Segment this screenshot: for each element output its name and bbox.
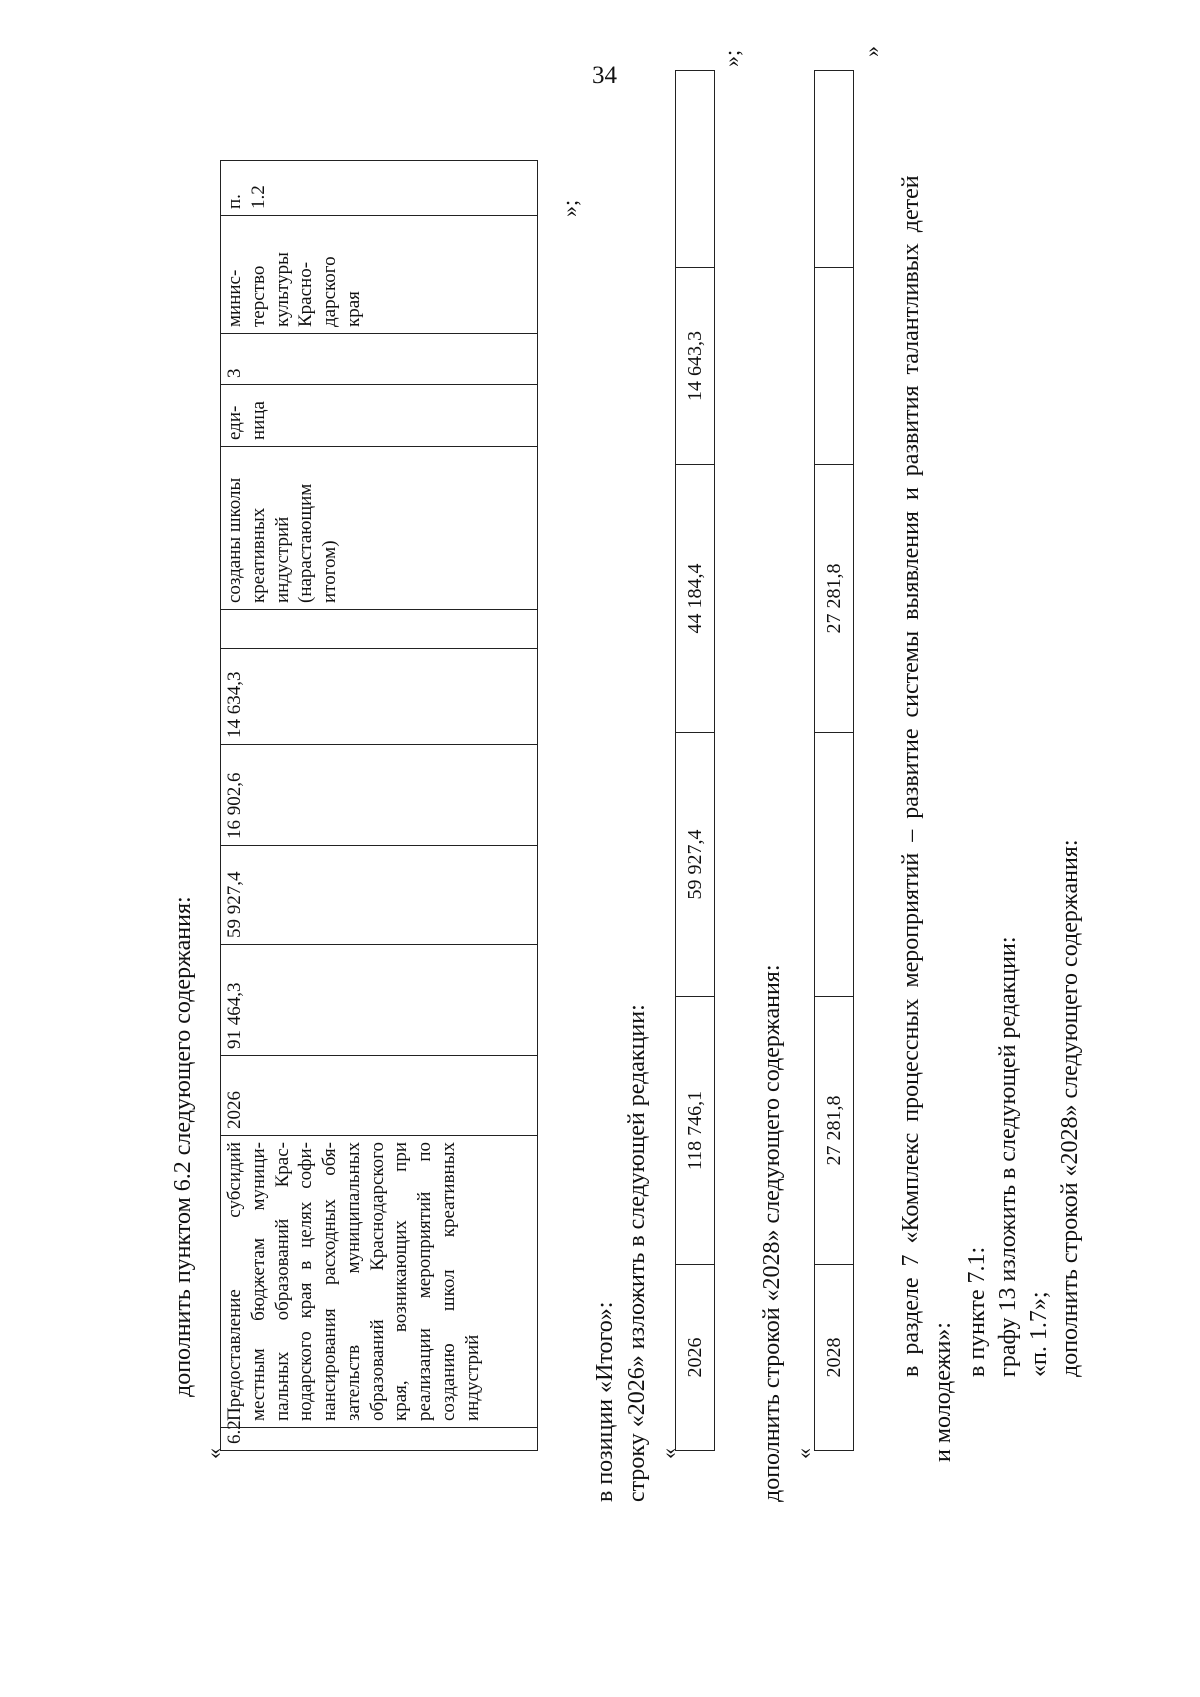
section7-line2: и молодежи»: (930, 1322, 956, 1462)
table-cell: 118 746,1 (676, 997, 715, 1265)
table-cell: 16 902,6 (221, 745, 538, 846)
para-row-2026: строку «2026» изложить в следующей редакции: (624, 1004, 650, 1502)
table-cell: 3 (221, 334, 538, 385)
table-cell (815, 733, 854, 997)
row-2026-table (675, 70, 715, 1451)
para-7-1: в пункте 7.1: (964, 1246, 990, 1377)
intro-text: дополнить пунктом 6.2 следующего содержания: (170, 896, 196, 1397)
table-cell: 91 464,3 (221, 945, 538, 1056)
table-cell (676, 71, 715, 268)
para-add-2028: дополнить строкой «2028» следующего содержания: (759, 964, 785, 1502)
table-cell: 2026 (676, 1265, 715, 1451)
table-cell: п. 1.2 (221, 161, 538, 216)
table-row (676, 71, 715, 1451)
table-cell: 44 184,4 (676, 465, 715, 733)
main-table (220, 160, 538, 1451)
table-cell: 14 643,3 (676, 268, 715, 465)
table-cell: 59 927,4 (221, 846, 538, 945)
open-quote: « (656, 1448, 681, 1459)
table-cell: созданы школы креативных индустрий (нарастающим итогом) (221, 447, 538, 610)
table-row (221, 161, 538, 1451)
para-graph13: графу 13 изложить в следующей редакции: (995, 936, 1021, 1377)
open-quote: « (201, 1448, 226, 1459)
table-cell: 2026 (221, 1056, 538, 1136)
section7-line1: в разделе 7 «Комплекс процессных мероприятий – развитие системы выявления и развития талантливых детей (898, 175, 924, 1377)
table-cell: 2028 (815, 1265, 854, 1451)
table-cell (815, 71, 854, 268)
table-cell: 14 634,3 (221, 649, 538, 745)
table-cell: Предоставление субсидий местным бюджетам муници-пальных образований Крас-нодарского края в целях софи-нансирования расходных обя-зательств муниципальных образований Краснодарского края, возникающих при реализации мероприятий по созданию школ креативных индустрий (221, 1136, 538, 1428)
table-cell: минис-терство культуры Красно-дарского края (221, 216, 538, 334)
table-cell: 6.2 (221, 1428, 538, 1451)
table-cell: 59 927,4 (676, 733, 715, 997)
close-quote: »; (719, 49, 744, 67)
table-cell (815, 268, 854, 465)
close-quote: » (859, 46, 884, 57)
table-cell: еди-ница (221, 385, 538, 447)
row-2028-table (814, 70, 854, 1451)
para-itogo: в позиции «Итого»: (592, 1301, 618, 1502)
close-quote: »; (557, 199, 582, 217)
table-cell: 27 281,8 (815, 465, 854, 733)
para-add-2028-final: дополнить строкой «2028» следующего содержания: (1057, 839, 1083, 1377)
table-row (815, 71, 854, 1451)
table-cell (221, 610, 538, 649)
table-cell: 27 281,8 (815, 997, 854, 1265)
open-quote: « (791, 1448, 816, 1459)
page-number: 34 (592, 62, 617, 89)
para-p17: «п. 1.7»; (1026, 1291, 1052, 1377)
